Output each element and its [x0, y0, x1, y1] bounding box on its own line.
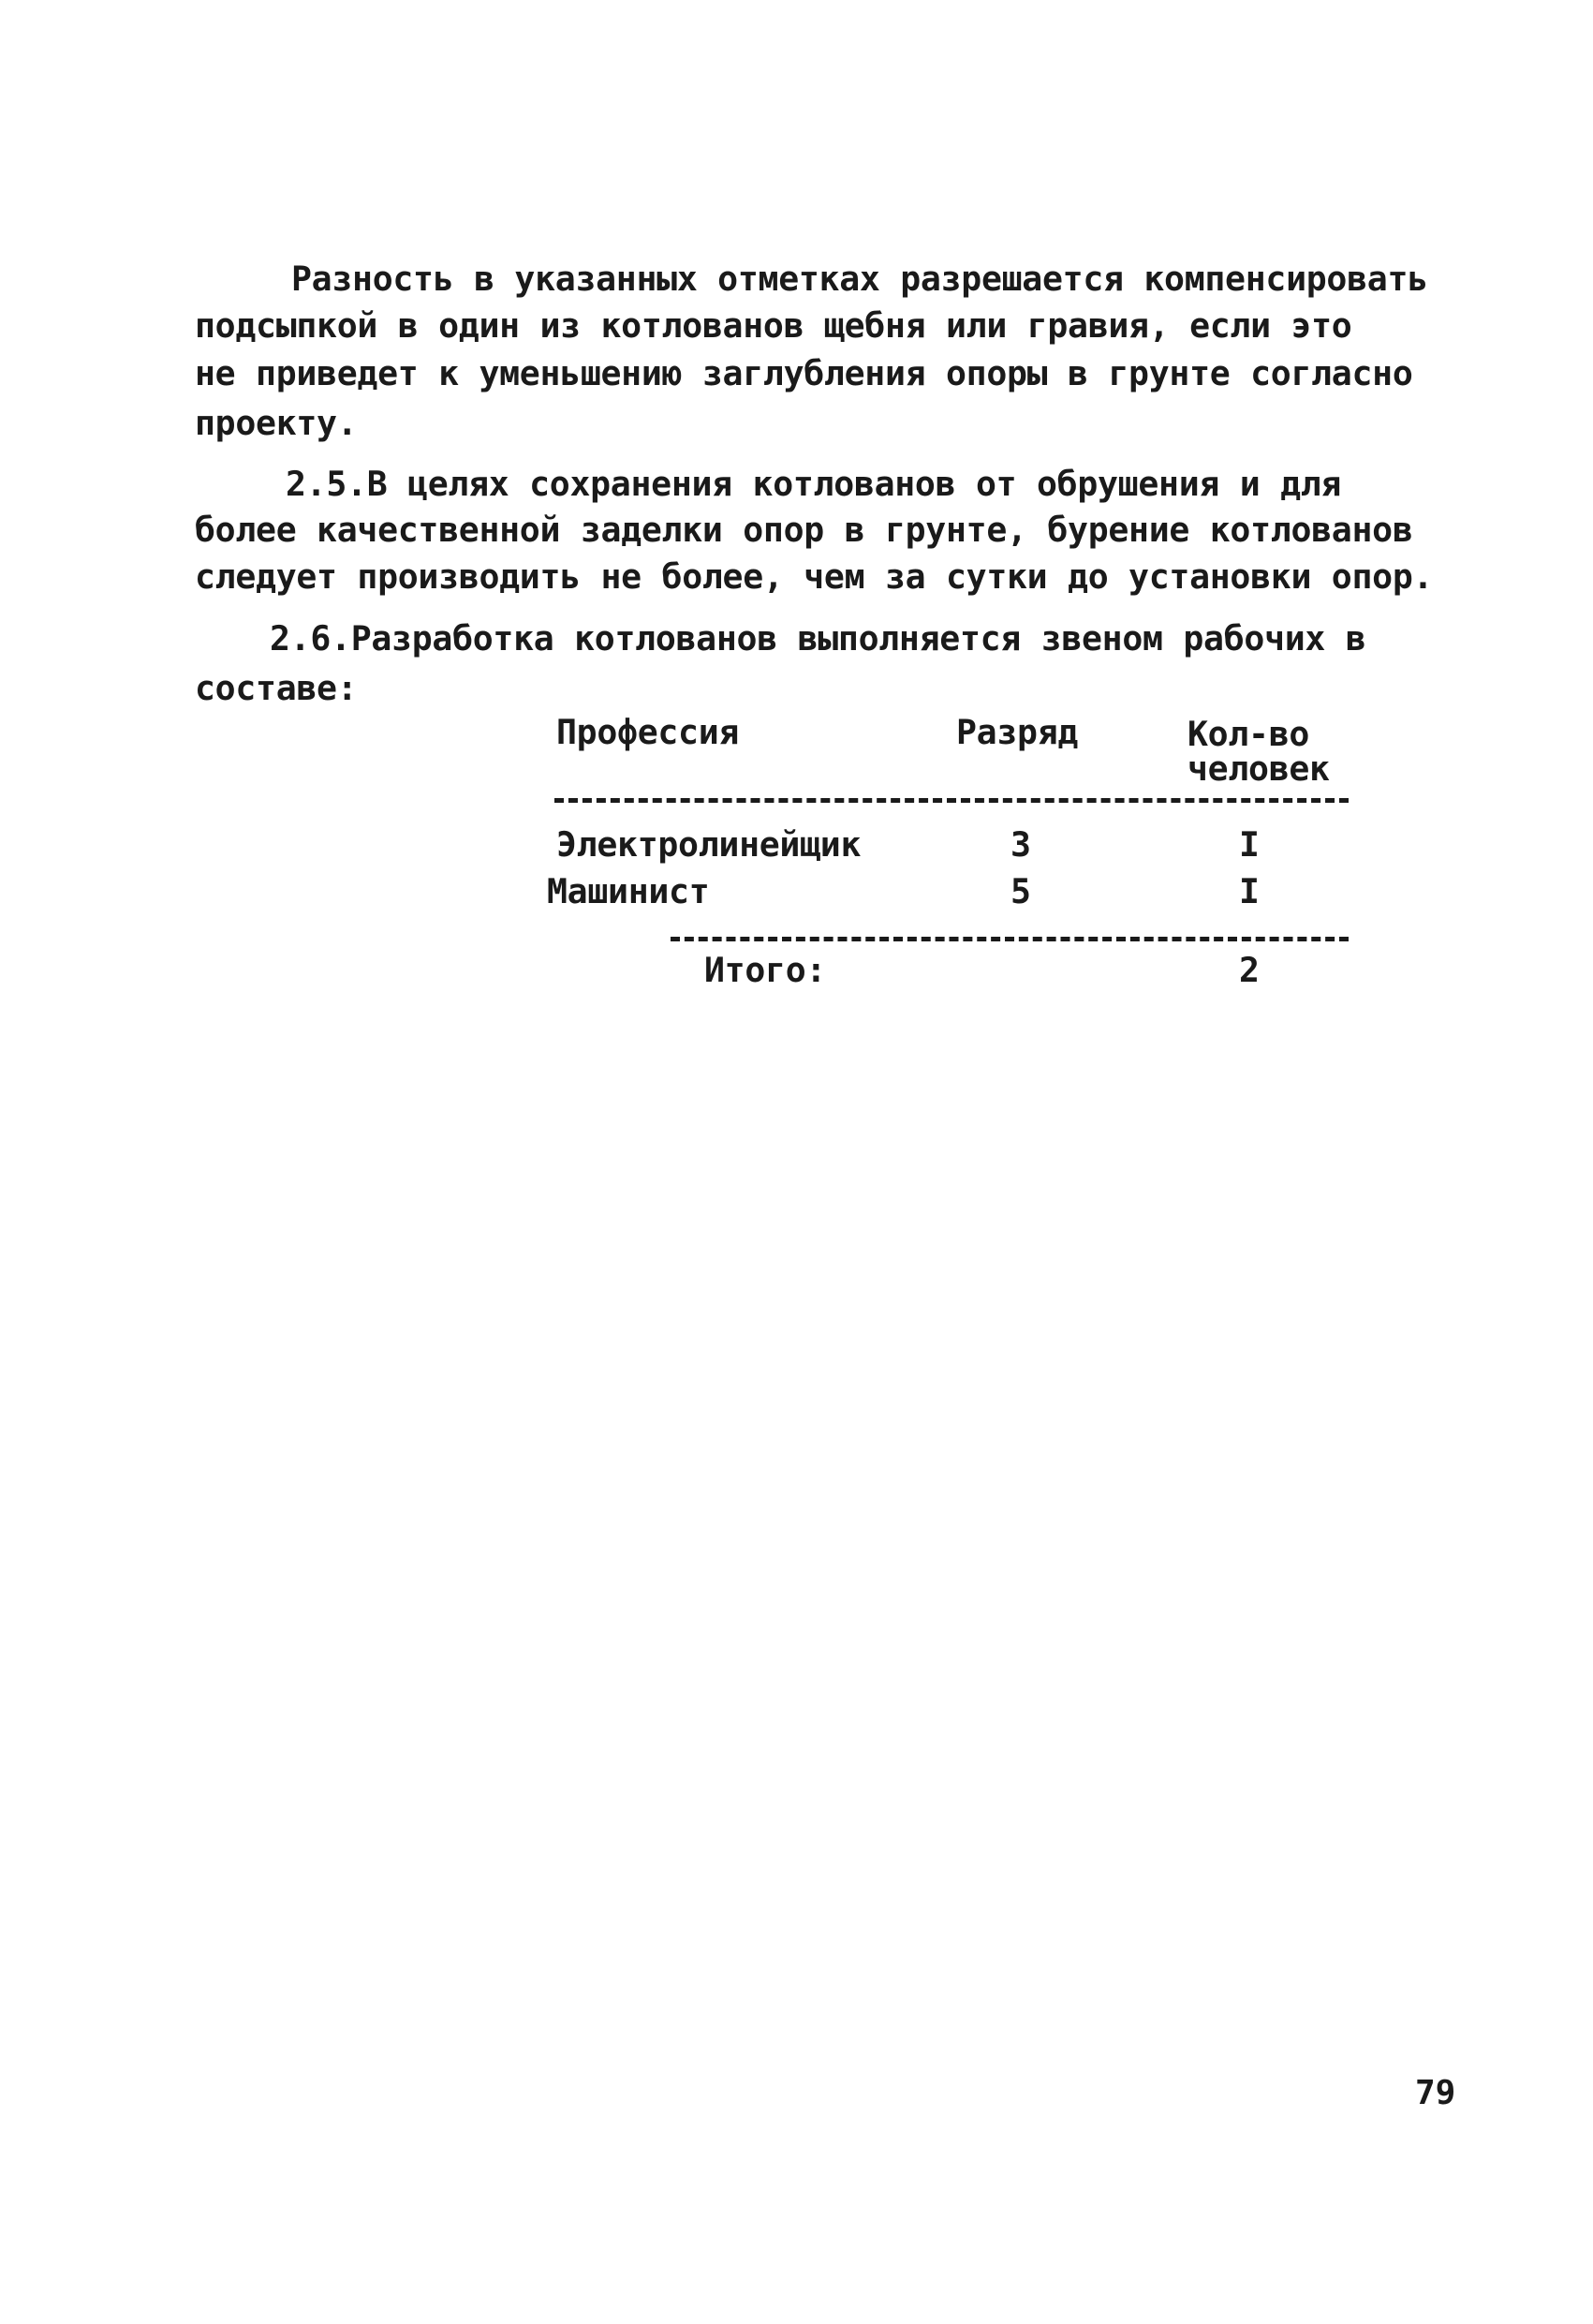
paragraph-2-line-1: 2.5.В целях сохранения котлованов от обрушения и для: [286, 464, 1342, 504]
table-header-count-line1: Кол-во: [1187, 714, 1310, 754]
paragraph-2-line-2: более качественной заделки опор в грунте, бурение котлованов: [195, 510, 1413, 550]
table-row-2-count: I: [1239, 871, 1260, 911]
table-row-1-profession: Электролинейщик: [556, 824, 862, 865]
paragraph-1-line-3: не приведет к уменьшению заглубления опоры в грунте согласно: [195, 353, 1413, 393]
paragraph-1-line-1: Разность в указанных отметках разрешается компенсировать: [291, 259, 1428, 299]
table-header-profession: Профессия: [556, 712, 740, 752]
table-header-count-line2: человек: [1187, 748, 1330, 789]
page-number: 79: [1415, 2074, 1456, 2112]
table-header-grade: Разряд: [956, 712, 1079, 752]
table-header-divider: [554, 798, 1349, 803]
table-row-2-grade: 5: [1010, 871, 1031, 911]
table-total-label: Итого:: [704, 950, 827, 990]
paragraph-2-line-3: следует производить не более, чем за сутки до установки опор.: [195, 556, 1434, 597]
paragraph-3-line-1: 2.6.Разработка котлованов выполняется звеном рабочих в: [270, 618, 1366, 659]
table-row-1-count: I: [1239, 824, 1260, 865]
table-total-value: 2: [1239, 950, 1260, 990]
table-total-divider: [671, 937, 1349, 941]
table-row-2-profession: Машинист: [547, 871, 710, 911]
table-row-1-grade: 3: [1010, 824, 1031, 865]
paragraph-3-line-2: составе:: [195, 668, 358, 708]
paragraph-1-line-2: подсыпкой в один из котлованов щебня или гравия, если это: [195, 305, 1352, 346]
paragraph-1-line-4: проекту.: [195, 403, 358, 443]
